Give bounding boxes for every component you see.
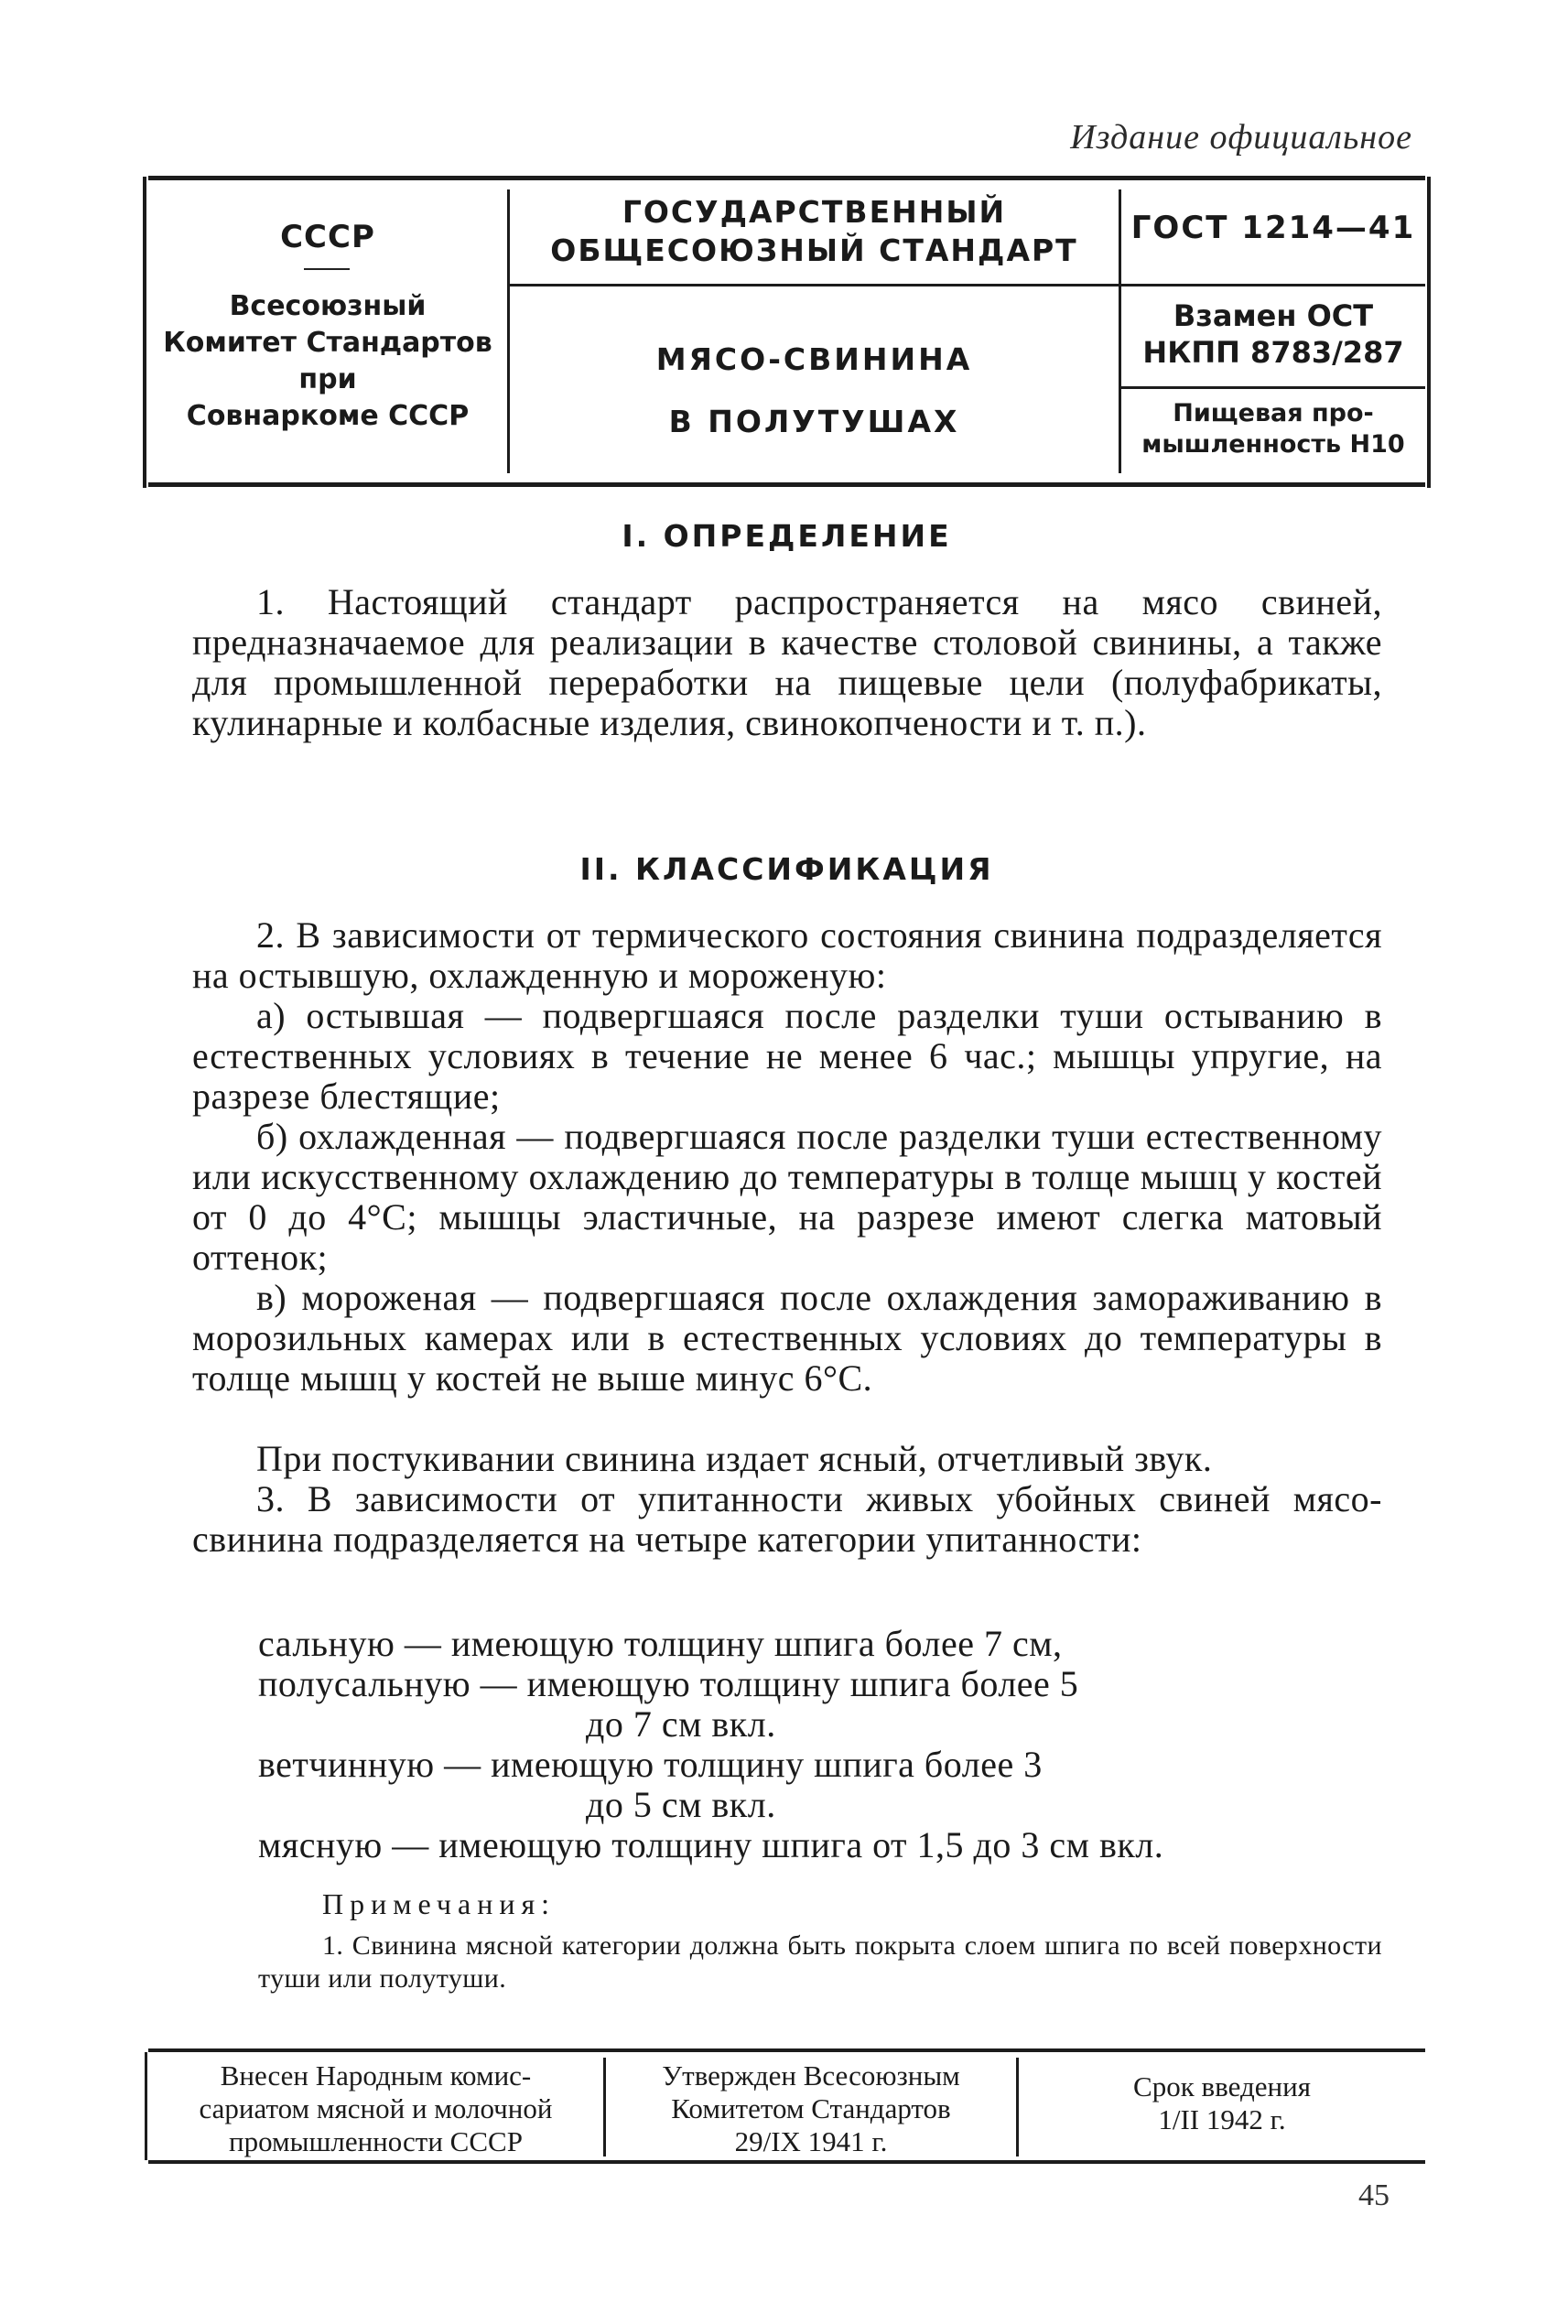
paragraph-2 (192, 915, 1382, 996)
footer-effective-line: Срок введения (1133, 2070, 1311, 2102)
paragraph-1 (192, 582, 1382, 743)
product-title (510, 329, 1119, 453)
header-issuer-cell (148, 180, 507, 482)
category-semifat: полусальную — имеющую толщину шпига более 5 (258, 1663, 1079, 1704)
footer-introduced-cell (148, 2059, 603, 2158)
product-title-line: В ПОЛУТУШАХ (668, 404, 960, 439)
committee-line: при (298, 363, 357, 395)
note-1 (258, 1929, 1382, 1995)
industry-code (1121, 398, 1425, 460)
footer-effective-line: 1/II 1942 г. (1158, 2103, 1286, 2135)
ussr-label: СССР (280, 219, 375, 255)
replaces-standard (1121, 297, 1425, 371)
footer-left-border (145, 2052, 147, 2160)
industry-line: мышленность Н10 (1141, 430, 1405, 459)
footer-approved-line: 29/IX 1941 г. (734, 2125, 888, 2157)
product-title-line: МЯСО-СВИНИНА (655, 341, 973, 377)
notes-title: Примечания: (322, 1887, 557, 1920)
paragraph-1-text: 1. Настоящий стандарт распространяется на мясо свиней, предназначаемое для реализации в качестве столовой свинины, а также для промышленной переработки на пищевые цели (полуфабрикаты, кулинарные и колбасные изделия, свинокопчености и т. п.). (192, 581, 1382, 743)
header-horizontal-rule (510, 284, 1425, 286)
industry-line: Пищевая про- (1173, 399, 1374, 427)
committee-name (148, 288, 507, 435)
ussr-underline (304, 268, 350, 270)
paragraph-3-text: 3. В зависимости от упитанности живых убойных свиней мясо-свинина подразделяется на четыре категории упитанности: (192, 1478, 1382, 1560)
footer-introduced-line: промышленности СССР (229, 2125, 523, 2157)
section-title-definition: I. ОПРЕДЕЛЕНИЕ (622, 518, 952, 554)
note-1-text: 1. Свинина мясной категории должна быть покрыта слоем шпига по всей поверхности туши или полутуши. (258, 1930, 1382, 1994)
gost-number: ГОСТ 1214—41 (1130, 210, 1416, 246)
footer-effective-cell (1019, 2070, 1425, 2136)
paragraph-2a (192, 996, 1382, 1117)
committee-line: Комитет Стандартов (163, 327, 492, 359)
footer-table (148, 2048, 1425, 2164)
paragraph-2c-text: в) мороженая — подвергшаяся после охлаждения замораживанию в морозильных камерах или в естественных условиях до температуры в толще мышц у костей не выше минус 6°С. (192, 1277, 1382, 1399)
header-left-border (143, 177, 146, 488)
footer-approved-line: Утвержден Всесоюзным (662, 2059, 960, 2092)
paragraph-2b-text: б) охлажденная — подвергшаяся после разделки туши естественному или искусственному охлаждению до температуры в толще мышц у костей от 0 до 4°С; мышцы эластичные, на разрезе имеют слегка матовый оттенок; (192, 1116, 1382, 1278)
paragraph-3 (192, 1479, 1382, 1560)
paragraph-knock-text: При постукивании свинина издает ясный, отчетливый звук. (256, 1438, 1213, 1479)
standard-type (510, 193, 1119, 270)
footer-approved-cell (606, 2059, 1016, 2158)
category-ham-cont: до 5 см вкл. (586, 1784, 776, 1825)
replaces-line: НКПП 8783/287 (1142, 335, 1404, 370)
edition-label: Издание официальное (1070, 118, 1412, 157)
committee-line: Совнаркоме СССР (186, 400, 470, 432)
paragraph-2a-text: а) остывшая — подвергшаяся после разделки туши остыванию в естественных условиях в течение не менее 6 час.; мышцы упругие, на разрезе блестящие; (192, 995, 1382, 1117)
category-fat: сальную — имеющую толщину шпига более 7 см, (258, 1623, 1063, 1664)
committee-line: Всесоюзный (229, 290, 427, 322)
section-title-classification: II. КЛАССИФИКАЦИЯ (579, 851, 994, 887)
category-ham: ветчинную — имеющую толщину шпига более 3 (258, 1744, 1043, 1785)
standard-type-line: ГОСУДАРСТВЕННЫЙ (622, 194, 1007, 230)
footer-introduced-line: Внесен Народным комис- (220, 2059, 532, 2092)
header-table (148, 176, 1425, 487)
footer-introduced-line: сариатом мясной и молочной (199, 2092, 553, 2124)
category-meat: мясную — имеющую толщину шпига от 1,5 до 3 см вкл. (258, 1824, 1164, 1865)
header-right-rule (1121, 386, 1425, 389)
footer-approved-line: Комитетом Стандартов (671, 2092, 951, 2124)
replaces-line: Взамен ОСТ (1173, 298, 1374, 333)
paragraph-2-text: 2. В зависимости от термического состояния свинина подразделяется на остывшую, охлажденную и мороженую: (192, 914, 1382, 996)
page-number: 45 (1358, 2178, 1390, 2212)
category-semifat-cont: до 7 см вкл. (586, 1703, 776, 1745)
paragraph-2b (192, 1117, 1382, 1278)
standard-type-line: ОБЩЕСОЮЗНЫЙ СТАНДАРТ (550, 232, 1078, 268)
header-right-border (1427, 177, 1431, 488)
paragraph-2c (192, 1278, 1382, 1399)
paragraph-knock (192, 1439, 1382, 1479)
